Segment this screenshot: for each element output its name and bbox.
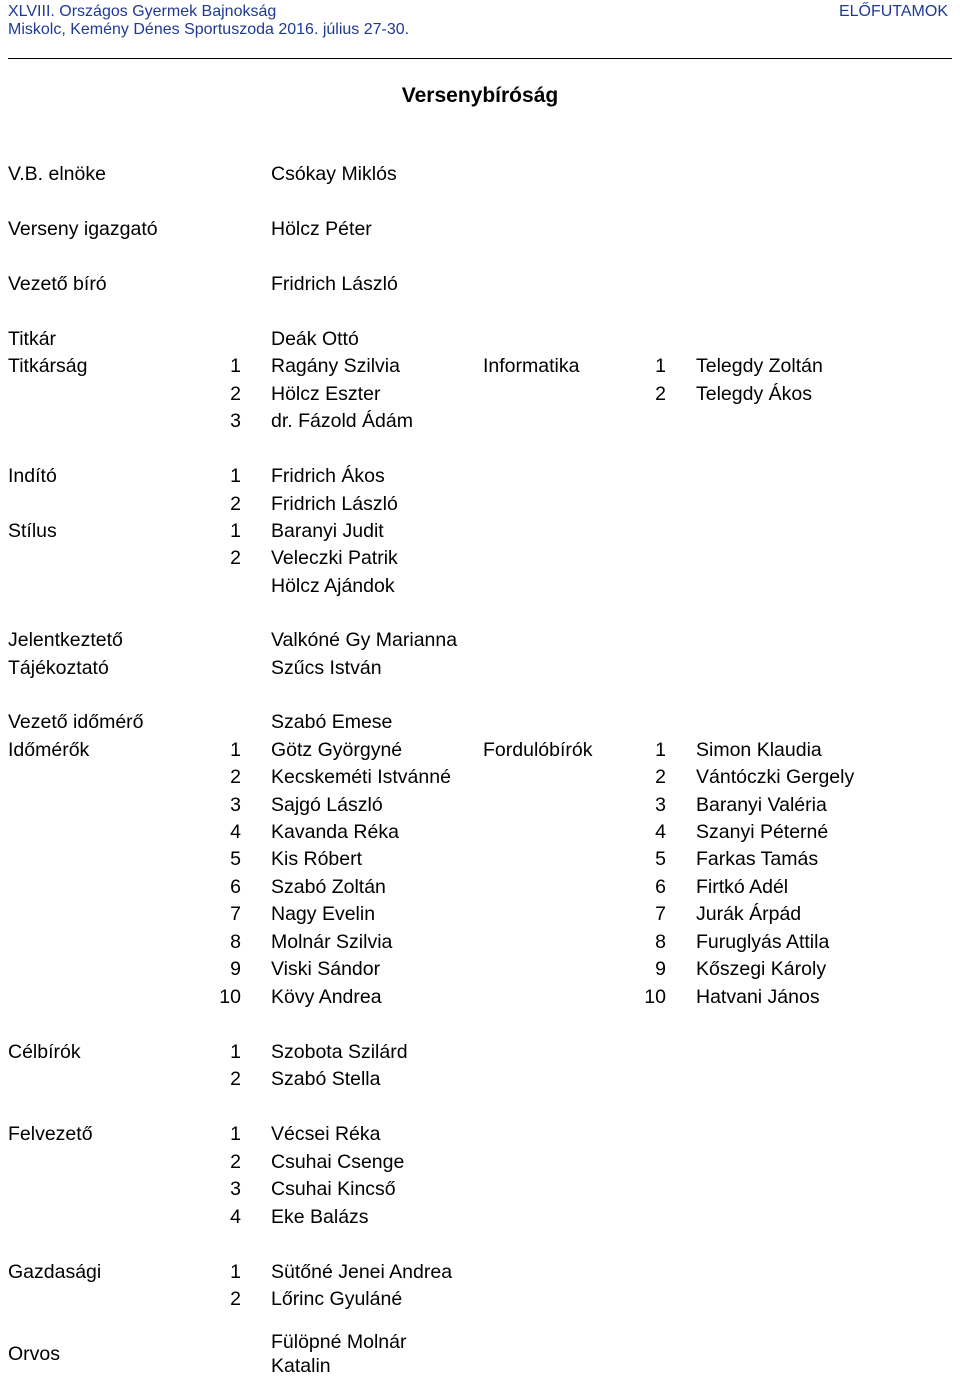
entry-number: 2 <box>230 1288 241 1310</box>
entry-number: 8 <box>230 931 241 953</box>
official-name-secondary: Firtkó Adél <box>696 876 789 898</box>
entry-number-secondary: 2 <box>655 383 666 405</box>
entry-number-secondary: 1 <box>655 739 666 761</box>
official-name: Molnár Szilvia <box>271 931 393 953</box>
role-label: Jelentkeztető <box>8 629 123 651</box>
session-label: ELŐFUTAMOK <box>838 3 948 20</box>
official-name: Nagy Evelin <box>271 903 376 925</box>
role-label: Orvos <box>8 1343 61 1365</box>
entry-number: 4 <box>230 821 241 843</box>
role-label: Tájékoztató <box>8 657 109 679</box>
official-name: Lőrinc Gyuláné <box>271 1288 403 1310</box>
entry-number: 2 <box>230 766 241 788</box>
entry-number-secondary: 2 <box>655 766 666 788</box>
official-name: Kavanda Réka <box>271 821 399 843</box>
entry-number: 2 <box>230 493 241 515</box>
role-label: Vezető időmérő <box>8 711 144 733</box>
official-name-secondary: Furuglyás Attila <box>696 931 830 953</box>
official-name: Szabó Zoltán <box>271 876 386 898</box>
entry-number: 2 <box>230 1068 241 1090</box>
official-name: Fülöpné Molnár <box>271 1331 407 1353</box>
entry-number-secondary: 3 <box>655 794 666 816</box>
official-name-secondary: Telegdy Zoltán <box>696 355 823 377</box>
role-label: Verseny igazgató <box>8 218 158 240</box>
official-name-secondary: Telegdy Ákos <box>696 383 812 405</box>
entry-number-secondary: 7 <box>655 903 666 925</box>
official-name: Fridrich László <box>271 273 398 295</box>
role-label: Célbírók <box>8 1041 81 1063</box>
entry-number: 3 <box>230 410 241 432</box>
official-name: Szabó Emese <box>271 711 393 733</box>
entry-number: 1 <box>230 355 241 377</box>
entry-number: 1 <box>230 1041 241 1063</box>
entry-number: 9 <box>230 958 241 980</box>
role-label-secondary: Fordulóbírók <box>483 739 593 761</box>
official-name-secondary: Vántóczki Gergely <box>696 766 855 788</box>
official-name: Eke Balázs <box>271 1206 369 1228</box>
role-label: Stílus <box>8 520 57 542</box>
official-name: dr. Fázold Ádám <box>271 410 413 432</box>
official-name-secondary: Baranyi Valéria <box>696 794 827 816</box>
entry-number-secondary: 1 <box>655 355 666 377</box>
event-venue-date: Miskolc, Kemény Dénes Sportuszoda 2016. július 27-30. <box>8 21 410 38</box>
role-label: Időmérők <box>8 739 90 761</box>
official-name: Baranyi Judit <box>271 520 384 542</box>
official-name: Kis Róbert <box>271 848 363 870</box>
entry-number: 4 <box>230 1206 241 1228</box>
event-title: XLVIII. Országos Gyermek Bajnokság <box>8 3 277 20</box>
official-name: Szűcs István <box>271 657 382 679</box>
official-name: Csuhai Csenge <box>271 1151 405 1173</box>
official-name-secondary: Simon Klaudia <box>696 739 822 761</box>
official-name: Hölcz Eszter <box>271 383 381 405</box>
page-title: Versenybíróság <box>401 84 559 107</box>
official-name: Valkóné Gy Marianna <box>271 629 458 651</box>
entry-number: 7 <box>230 903 241 925</box>
entry-number: 1 <box>230 1123 241 1145</box>
official-name: Szabó Stella <box>271 1068 381 1090</box>
role-label: Vezető bíró <box>8 273 107 295</box>
entry-number: 1 <box>230 739 241 761</box>
role-label: Titkár <box>8 328 57 350</box>
role-label: Titkárság <box>8 355 88 377</box>
role-label: Indító <box>8 465 57 487</box>
entry-number: 2 <box>230 383 241 405</box>
role-label: Felvezető <box>8 1123 93 1145</box>
entry-number-secondary: 10 <box>644 986 666 1008</box>
official-name: Ragány Szilvia <box>271 355 400 377</box>
entry-number: 2 <box>230 547 241 569</box>
entry-number: 2 <box>230 1151 241 1173</box>
entry-number: 1 <box>230 520 241 542</box>
official-name: Szobota Szilárd <box>271 1041 408 1063</box>
official-name-secondary: Szanyi Péterné <box>696 821 829 843</box>
official-name: Veleczki Patrik <box>271 547 398 569</box>
official-name: Csuhai Kincső <box>271 1178 396 1200</box>
role-label-secondary: Informatika <box>483 355 580 377</box>
entry-number: 3 <box>230 794 241 816</box>
entry-number-secondary: 4 <box>655 821 666 843</box>
entry-number-secondary: 8 <box>655 931 666 953</box>
official-name: Csókay Miklós <box>271 163 397 185</box>
official-name: Deák Ottó <box>271 328 359 350</box>
entry-number: 10 <box>219 986 241 1008</box>
official-name: Hölcz Péter <box>271 218 372 240</box>
official-name-secondary: Farkas Tamás <box>696 848 819 870</box>
official-name: Sütőné Jenei Andrea <box>271 1261 453 1283</box>
official-name-secondary: Jurák Árpád <box>696 903 802 925</box>
entry-number-secondary: 6 <box>655 876 666 898</box>
official-name: Fridrich László <box>271 493 398 515</box>
official-name: Vécsei Réka <box>271 1123 381 1145</box>
entry-number-secondary: 5 <box>655 848 666 870</box>
official-name: Götz Györgyné <box>271 739 403 761</box>
entry-number: 1 <box>230 465 241 487</box>
official-name-cont: Katalin <box>271 1355 331 1377</box>
official-name-secondary: Kőszegi Károly <box>696 958 827 980</box>
official-name-secondary: Hatvani János <box>696 986 820 1008</box>
role-label: Gazdasági <box>8 1261 102 1283</box>
official-name: Sajgó László <box>271 794 383 816</box>
entry-number-secondary: 9 <box>655 958 666 980</box>
official-name: Kövy Andrea <box>271 986 382 1008</box>
official-name: Fridrich Ákos <box>271 465 385 487</box>
official-name: Viski Sándor <box>271 958 381 980</box>
role-label: V.B. elnöke <box>8 163 106 185</box>
entry-number: 1 <box>230 1261 241 1283</box>
header-divider <box>8 58 952 59</box>
official-name: Hölcz Ajándok <box>271 575 395 597</box>
entry-number: 3 <box>230 1178 241 1200</box>
entry-number: 6 <box>230 876 241 898</box>
official-name: Kecskeméti Istvánné <box>271 766 451 788</box>
entry-number: 5 <box>230 848 241 870</box>
